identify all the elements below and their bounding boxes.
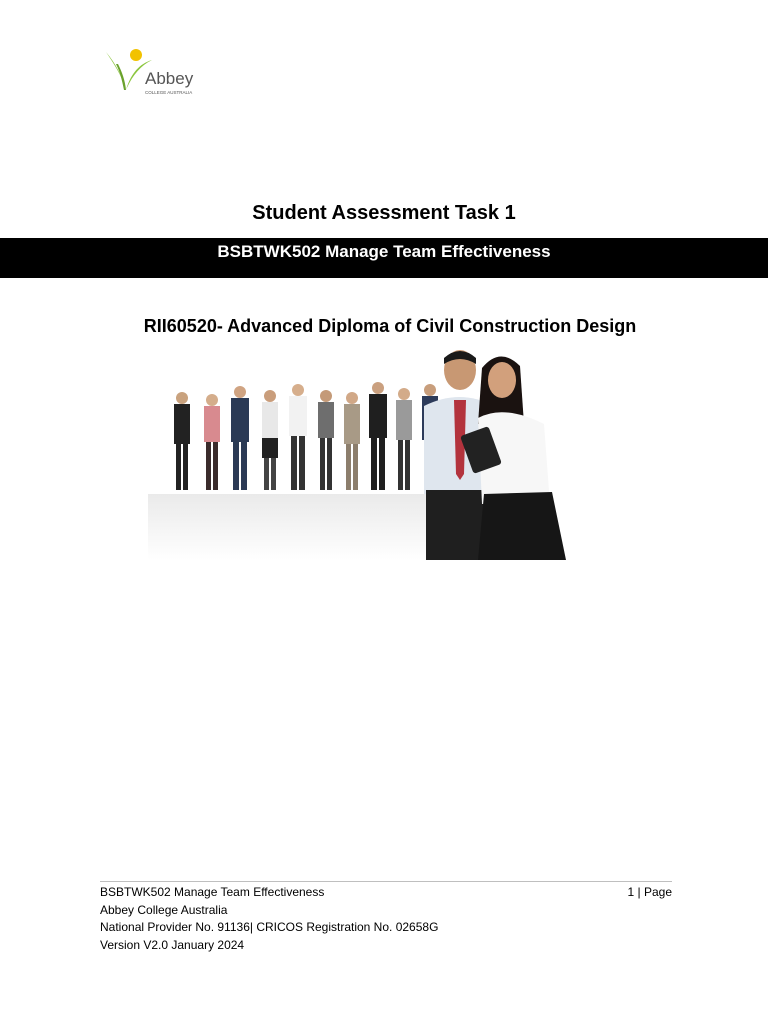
- footer-college: Abbey College Australia: [100, 902, 228, 917]
- svg-text:Abbey: Abbey: [145, 69, 194, 88]
- footer-version: Version V2.0 January 2024: [100, 937, 245, 952]
- page-number: 1 | Page: [627, 885, 672, 899]
- abbey-logo: [104, 46, 200, 102]
- document-title: Student Assessment Task 1: [252, 202, 516, 224]
- footer-provider: National Provider No. 91136| CRICOS Registration No. 02658G: [100, 920, 439, 934]
- course-title: RII60520- Advanced Diploma of Civil Construction Design: [143, 316, 637, 336]
- footer-top-row: [100, 884, 672, 902]
- unit-banner-text: BSBTWK502 Manage Team Effectiveness: [217, 242, 551, 261]
- footer-unit: BSBTWK502 Manage Team Effectiveness: [100, 885, 325, 899]
- svg-text:COLLEGE AUSTRALIA: COLLEGE AUSTRALIA: [145, 90, 193, 95]
- page-footer: [100, 881, 672, 954]
- group-people: [174, 382, 438, 490]
- team-photo: [148, 344, 570, 560]
